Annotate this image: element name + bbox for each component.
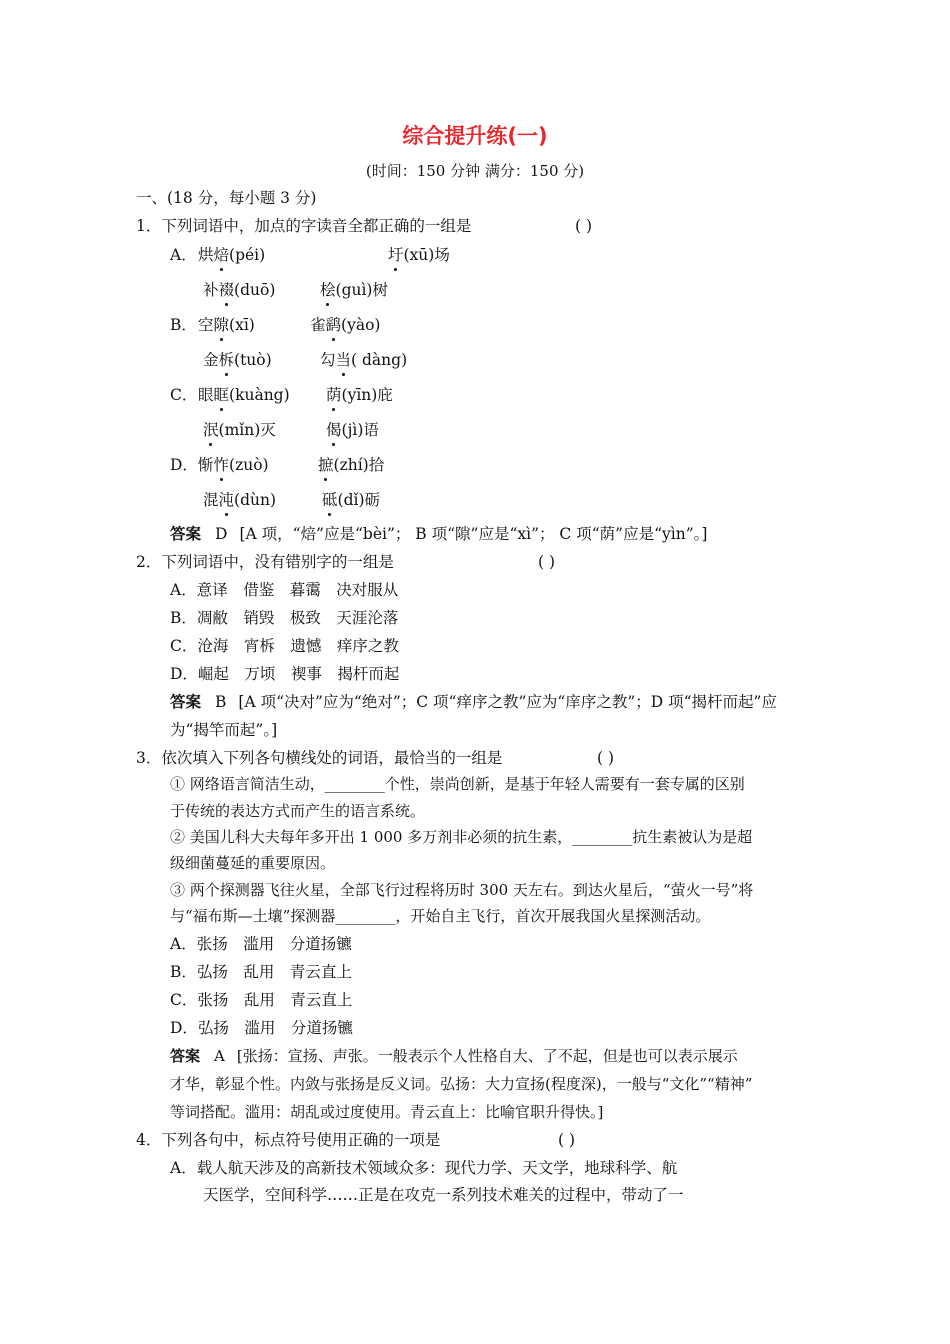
- q1-option-b-word-2: 雀鹞(yào): [310, 316, 381, 334]
- q1-option-c-word-4: 偈(jì)语: [326, 421, 379, 439]
- q1-option-c-word-3: 泯(mǐn)灭: [203, 421, 276, 439]
- q2-option-b: B．凋敝 销毁 极致 天涯沦落: [170, 609, 399, 627]
- q3-answer-continued-1: 才华，彰显个性。内敛与张扬是反义词。弘扬：大力宣扬(程度深)，一般与“文化”“精神”: [170, 1075, 753, 1093]
- q3-answer: [170, 1046, 738, 1066]
- q3-sentence-3: ③ 两个探测器飞往火星，全部飞行过程将历时 300 天左右。到达火星后，“萤火一号”将: [170, 881, 754, 899]
- q1-option-d-word-1: 惭怍(zuò): [198, 456, 269, 474]
- question-1-answer-paren: ( ): [575, 217, 593, 235]
- answer-explanation: [A 项，“焙”应是“bèi”； B 项“隙”应是“xì”； C 项“荫”应是“yìn”。]: [239, 525, 708, 543]
- answer-letter: A: [214, 1047, 225, 1065]
- answer-label: 答案: [170, 1047, 201, 1065]
- q3-sentence-2-cont: 级细菌蔓延的重要原因。: [170, 854, 336, 872]
- q1-option-b-word-3: 金柝(tuò): [203, 351, 272, 369]
- answer-explanation: [张扬：宣扬、声张。一般表示个人性格自大、了不起，但是也可以表示展示: [236, 1047, 738, 1065]
- question-3-answer-paren: ( ): [597, 749, 615, 767]
- question-1-stem: 1．下列词语中，加点的字读音全都正确的一组是: [136, 217, 472, 235]
- q1-option-d-word-3: 混沌(dùn): [203, 491, 277, 509]
- q1-option-b-word-1: 空隙(xī): [198, 316, 255, 334]
- question-2-stem: 2．下列词语中，没有错别字的一组是: [136, 553, 394, 571]
- answer-letter: B: [215, 693, 227, 711]
- q2-answer-continued: 为“揭竿而起”。]: [170, 721, 278, 739]
- answer-label: 答案: [170, 692, 202, 711]
- q3-sentence-2: ② 美国儿科大夫每年多开出 1 000 多万剂非必须的抗生素，________抗生素被认为是超: [170, 828, 753, 846]
- q1-option-b-label: B．: [170, 316, 197, 334]
- q1-option-a-word-3: 补裰(duō): [203, 281, 276, 299]
- q1-a1-dotted-char: 焙: [213, 246, 230, 264]
- q3-sentence-1: ① 网络语言简洁生动，________个性，崇尚创新，是基于年轻人需要有一套专属的区别: [170, 775, 745, 793]
- q2-option-c: C．沧海 宵柝 遗憾 痒序之教: [170, 637, 399, 655]
- q2-answer: [170, 692, 777, 712]
- q3-sentence-3-cont: 与“福布斯—土壤”探测器________，开始自主飞行，首次开展我国火星探测活动。: [170, 907, 711, 925]
- q1-option-c-word-2: 荫(yīn)庇: [326, 386, 393, 404]
- q3-sentence-1-cont: 于传统的表达方式而产生的语言系统。: [170, 802, 426, 820]
- exam-info: (时间：150 分钟 满分：150 分): [365, 162, 585, 180]
- q1-option-c-label: C．: [170, 386, 198, 404]
- q2-option-a: A．意译 借鉴 暮霭 决对服从: [170, 581, 399, 599]
- q1-option-c-word-1: 眼眶(kuàng): [198, 386, 290, 404]
- q1-answer: [170, 524, 707, 544]
- question-3-stem: 3．依次填入下列各句横线处的词语，最恰当的一组是: [136, 749, 503, 767]
- question-2-answer-paren: ( ): [538, 553, 556, 571]
- answer-label: 答案: [170, 524, 202, 543]
- answer-explanation: [A 项“决对”应为“绝对”；C 项“痒序之教”应为“庠序之教”；D 项“揭杆而起”应: [238, 693, 777, 711]
- q3-option-b: B．弘扬 乱用 青云直上: [170, 963, 352, 981]
- q4-option-a-continued: 天医学，空间科学……正是在攻克一系列技术难关的过程中，带动了一: [203, 1186, 684, 1204]
- q1-option-a-word-4: 桧(guì)树: [320, 281, 388, 299]
- q1-option-a-label: A．: [170, 246, 197, 264]
- q3-option-c: C．张扬 乱用 青云直上: [170, 991, 353, 1009]
- q1-option-b-word-4: 勾当( dàng): [320, 351, 408, 369]
- answer-letter: D: [215, 525, 228, 543]
- q3-option-a: A．张扬 滥用 分道扬镳: [170, 935, 352, 953]
- q2-option-d: D．崛起 万顷 褉事 揭杆而起: [170, 665, 400, 683]
- q3-answer-continued-2: 等词搭配。滥用：胡乱或过度使用。青云直上：比喻官职升得快。]: [170, 1103, 604, 1121]
- q1-option-d-word-2: 摭(zhí)拾: [318, 456, 385, 474]
- question-4-answer-paren: ( ): [558, 1131, 576, 1149]
- q1-option-d-word-4: 砥(dǐ)砺: [322, 491, 380, 509]
- page-title: 综合提升练(一): [402, 124, 548, 148]
- q3-option-d: D．弘扬 滥用 分道扬镳: [170, 1019, 353, 1037]
- q1-option-a-word-1: 烘焙(péi): [198, 246, 266, 264]
- question-4-stem: 4．下列各句中，标点符号使用正确的一项是: [136, 1131, 441, 1149]
- q1-a1-pinyin: (péi): [229, 246, 266, 264]
- q1-option-d-label: D．: [170, 456, 198, 474]
- q1-option-a-word-2: 圩(xū)场: [388, 246, 450, 264]
- q4-option-a: A．载人航天涉及的高新技术领域众多：现代力学、天文学，地球科学、航: [170, 1159, 678, 1177]
- section-heading: 一、(18 分，每小题 3 分): [136, 189, 317, 207]
